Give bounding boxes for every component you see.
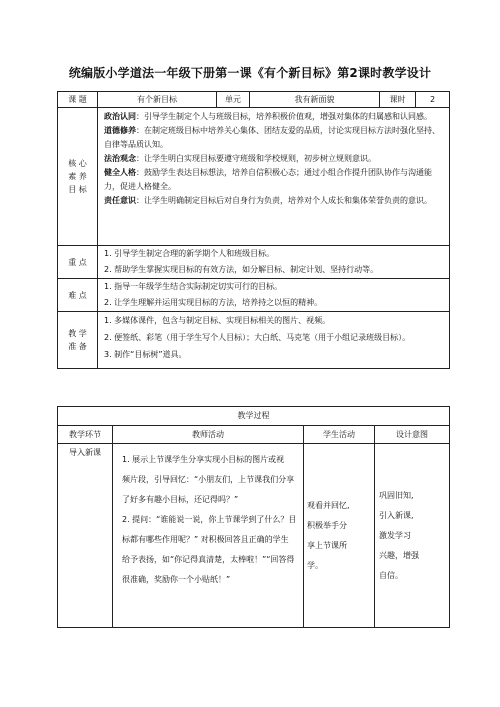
process-table — [57, 406, 450, 628]
preparation-row — [58, 312, 450, 369]
intent-line: 引入新课, — [379, 510, 414, 520]
literacy-content — [98, 108, 450, 246]
period-value: 2 — [416, 92, 450, 108]
student-activity — [304, 444, 375, 628]
design-intent — [375, 444, 450, 628]
student-line: 学。 — [307, 560, 323, 570]
process-row — [58, 444, 450, 628]
key-points-row — [58, 246, 450, 279]
student-line: 观看并回忆, — [307, 500, 350, 510]
teacher-line: 给予表扬，如“你记得真清楚，太棒啦！”“回答得 — [122, 555, 295, 564]
column-header: 设计意图 — [375, 426, 450, 444]
literacy-item: 健全人格：鼓励学生表达目标想法，培养自信积极心态；通过小组合作提升团队协作与沟通能力，促进人格健全。 — [104, 168, 432, 191]
difficulties-content — [98, 279, 450, 312]
preparation-label: 教 学 准 备 — [58, 312, 98, 369]
literacy-item: 责任意识：让学生明确制定目标后对自身行为负责，培养对个人成长和集体荣誉负责的意识。 — [104, 196, 432, 205]
literacy-item: 法治观念：让学生明白实现目标要遵守班级和学校规则，初步树立规则意识。 — [104, 154, 376, 163]
literacy-item: 政治认同：引导学生制定个人与班级目标，培养积极价值观，增强对集体的归属感和认同感。 — [104, 112, 432, 121]
teacher-line: 1. 展示上节课学生分享实现小目标的图片或视 — [122, 455, 285, 464]
key-point-item: 1. 引导学生制定合理的新学期个人和班级目标。 — [104, 249, 275, 258]
intent-line: 巩固旧知, — [379, 490, 414, 500]
literacy-label: 核 心 素 养 目 标 — [58, 108, 98, 246]
difficulty-item: 1. 指导一年级学生结合实际制定切实可行的目标。 — [104, 282, 283, 291]
preparation-item: 2. 便签纸、彩笔（用于学生写个人目标）；大白纸、马克笔（用于小组记录班级目标）。 — [104, 333, 411, 342]
student-line: 积极举手分 — [307, 520, 347, 530]
literacy-row — [58, 108, 450, 246]
teacher-activity — [113, 444, 304, 628]
student-line: 享上节课所 — [307, 540, 347, 550]
preparation-item: 3. 制作“目标树”道具。 — [104, 350, 187, 359]
teacher-line: 了好多有趣小目标，还记得吗？” — [122, 495, 239, 504]
unit-value: 我有新面貌 — [250, 92, 380, 108]
teacher-line: 很准确，奖励你一个小贴纸！” — [122, 575, 231, 584]
stage-label: 导入新课 — [69, 448, 101, 457]
subject-value: 有个新目标 — [98, 92, 217, 108]
key-points-content — [98, 246, 450, 279]
teacher-line: 频片段，引导回忆：“小朋友们，上节课我们分享 — [122, 475, 295, 484]
column-header: 教学环节 — [58, 426, 113, 444]
key-point-item: 2. 帮助学生掌握实现目标的有效方法，如分解目标、制定计划、坚持行动等。 — [104, 265, 379, 274]
teacher-line: 2. 提问：“谁能说一说，你上节课学到了什么？目 — [122, 515, 297, 524]
unit-label: 单元 — [217, 92, 250, 108]
difficulty-item: 2. 让学生理解并运用实现目标的方法，培养持之以恒的精神。 — [104, 298, 323, 307]
literacy-item: 道德修养：在制定班级目标中培养关心集体、团结友爱的品质，讨论实现目标方法时强化坚持、自律等品质认知。 — [104, 126, 440, 149]
intent-line: 兴趣，增强 — [379, 550, 419, 560]
stage-cell — [58, 444, 113, 628]
teacher-line: 标都有哪些作用呢？” 对积极回答且正确的学生 — [122, 535, 289, 544]
difficulties-row — [58, 279, 450, 312]
intent-line: 激发学习 — [379, 530, 411, 540]
column-header: 学生活动 — [304, 426, 375, 444]
preparation-content — [98, 312, 450, 369]
period-label: 课时 — [380, 92, 416, 108]
process-heading: 教学过程 — [58, 407, 450, 426]
header-row — [58, 92, 450, 108]
process-header-row — [58, 426, 450, 444]
info-table — [57, 91, 450, 369]
column-header: 教师活动 — [113, 426, 304, 444]
difficulties-label: 难 点 — [58, 279, 98, 312]
key-points-label: 重 点 — [58, 246, 98, 279]
subject-label: 课 题 — [58, 92, 98, 108]
intent-line: 自信。 — [379, 570, 403, 580]
page-title: 统编版小学道法一年级下册第一课《有个新目标》第2课时教学设计 — [68, 66, 432, 80]
preparation-item: 1. 多媒体课件，包含与制定目标、实现目标相关的图片、视频。 — [104, 316, 331, 325]
